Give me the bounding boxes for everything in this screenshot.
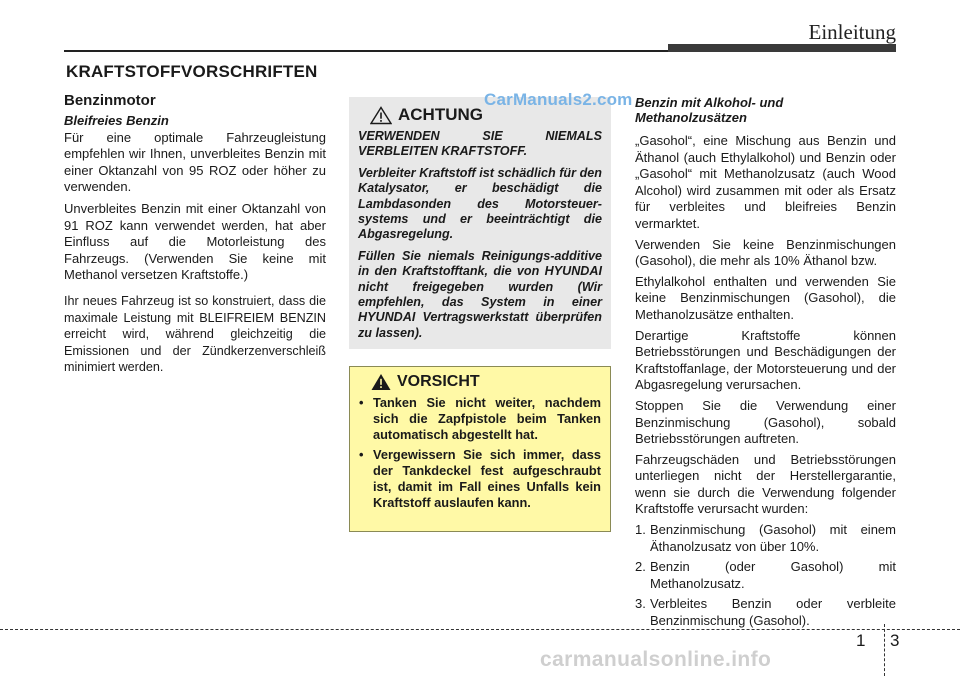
list-number: 1. bbox=[635, 522, 646, 538]
watermark-carmanuals: CarManuals2.com bbox=[484, 90, 633, 109]
paragraph: Ethylalkohol enthalten und verwenden Sie keine Benzinmischungen (Gasohol), die Methanolzusätze enthalten. bbox=[635, 273, 896, 322]
list-item-text: Benzinmischung (Gasohol) mit einem Äthanolzusatz von über 10%. bbox=[650, 522, 896, 554]
subheading-bleifreies-benzin: Bleifreies Benzin bbox=[64, 112, 169, 128]
paragraph: Derartige Kraftstoffe können Betriebsstörungen und Beschädigungen der Kraftstoffanlage, der Motorsteuerung und der Abgasregelung verursachen. bbox=[635, 327, 896, 393]
list-item bbox=[359, 447, 601, 512]
paragraph: Fahrzeugschäden und Betriebsstörungen unterliegen nicht der Herstellergarantie, wenn sie durch die Verwendung folgender Kraftstoffe verursacht wurden: bbox=[635, 451, 896, 517]
paragraph: Ihr neues Fahrzeug ist so konstruiert, dass die maximale Leistung mit BLEIFREIEM BENZIN erreicht wird, während gleichzeitig die Emissionen und der Zündkerzenverschleiß minimiert werden. bbox=[64, 293, 326, 375]
heading-alkohol-zusaetze: Benzin mit Alkohol- und Methanolzusätzen bbox=[635, 95, 784, 125]
watermark-footer: carmanualsonline.info bbox=[540, 648, 772, 671]
column-right bbox=[635, 95, 896, 634]
paragraph: Unverbleites Benzin mit einer Oktanzahl von 91 ROZ kann verwendet werden, hat aber Einfluss auf die Motorleistung des Fahrzeugs. (Verwenden Sie keine mit Methanol versetzen Kraftstoffe.) bbox=[64, 200, 326, 283]
bullet: • bbox=[359, 446, 364, 462]
warning-triangle-filled-icon bbox=[371, 373, 391, 391]
list-number: 2. bbox=[635, 559, 646, 575]
column-left bbox=[64, 93, 326, 381]
footer-vertical-divider bbox=[884, 624, 885, 676]
paragraph: Stoppen Sie die Verwendung einer Benzinmischung (Gasohol), sobald Betriebsstörungen auftreten. bbox=[635, 397, 896, 447]
paragraph: „Gasohol“, eine Mischung aus Benzin und Äthanol (auch Ethylalkohol) und Benzin oder „Gasohol“ mit Methanolzusatz (auch Wood Alcohol) wird zusammen mit oder als Ersatz für verbleites und bleifreies Benzin vermarktet. bbox=[635, 133, 896, 231]
list-item-text: Vergewissern Sie sich immer, dass der Tankdeckel fest aufgeschraubt ist, damit im Fall eines Unfalls kein Kraftstoff auslaufen kann. bbox=[373, 446, 601, 511]
heading-benzinmotor: Benzinmotor bbox=[64, 92, 156, 109]
achtung-paragraph: Verbleiter Kraftstoff ist schädlich für den Katalysator, er beschädigt die Lambdasonden des Motorsteuer-systems und er beeinträchtigt die Abgasregelung. bbox=[358, 165, 602, 242]
achtung-label: ACHTUNG bbox=[398, 105, 483, 124]
footer-dashed-rule bbox=[0, 629, 960, 630]
list-item-text: Verbleites Benzin oder verbleite Benzinmischung (Gasohol). bbox=[650, 596, 896, 629]
vorsicht-notice-box bbox=[349, 366, 611, 532]
achtung-paragraph: VERWENDEN SIE NIEMALS VERBLEITEN KRAFTSTOFF. bbox=[358, 129, 602, 159]
page-number: 3 bbox=[890, 631, 900, 650]
list-item-text: Benzin (oder Gasohol) mit Methanolzusatz. bbox=[650, 559, 896, 591]
warning-triangle-outline-icon bbox=[370, 106, 392, 125]
achtung-paragraph: Füllen Sie niemals Reinigungs-additive in den Kraftstofftank, die von HYUNDAI nicht freigegeben wurden (Wir empfehlen, das System in einer HYUNDAI Vertragswerkstatt überprüfen zu lassen). bbox=[358, 248, 602, 340]
paragraph: Verwenden Sie keine Benzinmischungen (Gasohol), die mehr als 10% Äthanol bzw. bbox=[635, 236, 896, 269]
list-item bbox=[635, 522, 896, 555]
chapter-title: Einleitung bbox=[808, 20, 896, 44]
list-item bbox=[359, 395, 601, 444]
section-title: KRAFTSTOFFVORSCHRIFTEN bbox=[66, 62, 318, 81]
header-accent-bar bbox=[668, 44, 896, 52]
vorsicht-list bbox=[359, 395, 601, 511]
bullet: • bbox=[359, 395, 364, 410]
numbered-list bbox=[635, 522, 896, 630]
page-chapter-number: 1 bbox=[856, 631, 866, 650]
list-item-text: Tanken Sie nicht weiter, nachdem sich die Zapfpistole beim Tanken automatisch abgestellt hat. bbox=[373, 395, 601, 443]
paragraph: Für eine optimale Fahrzeugleistung empfehlen wir Ihnen, unverbleites Benzin mit einer Oktanzahl von 95 ROZ oder höher zu verwenden. bbox=[64, 129, 326, 195]
vorsicht-label: VORSICHT bbox=[397, 373, 480, 390]
achtung-notice-box bbox=[349, 97, 611, 349]
list-number: 3. bbox=[635, 596, 646, 612]
list-item bbox=[635, 596, 896, 629]
list-item bbox=[635, 559, 896, 592]
